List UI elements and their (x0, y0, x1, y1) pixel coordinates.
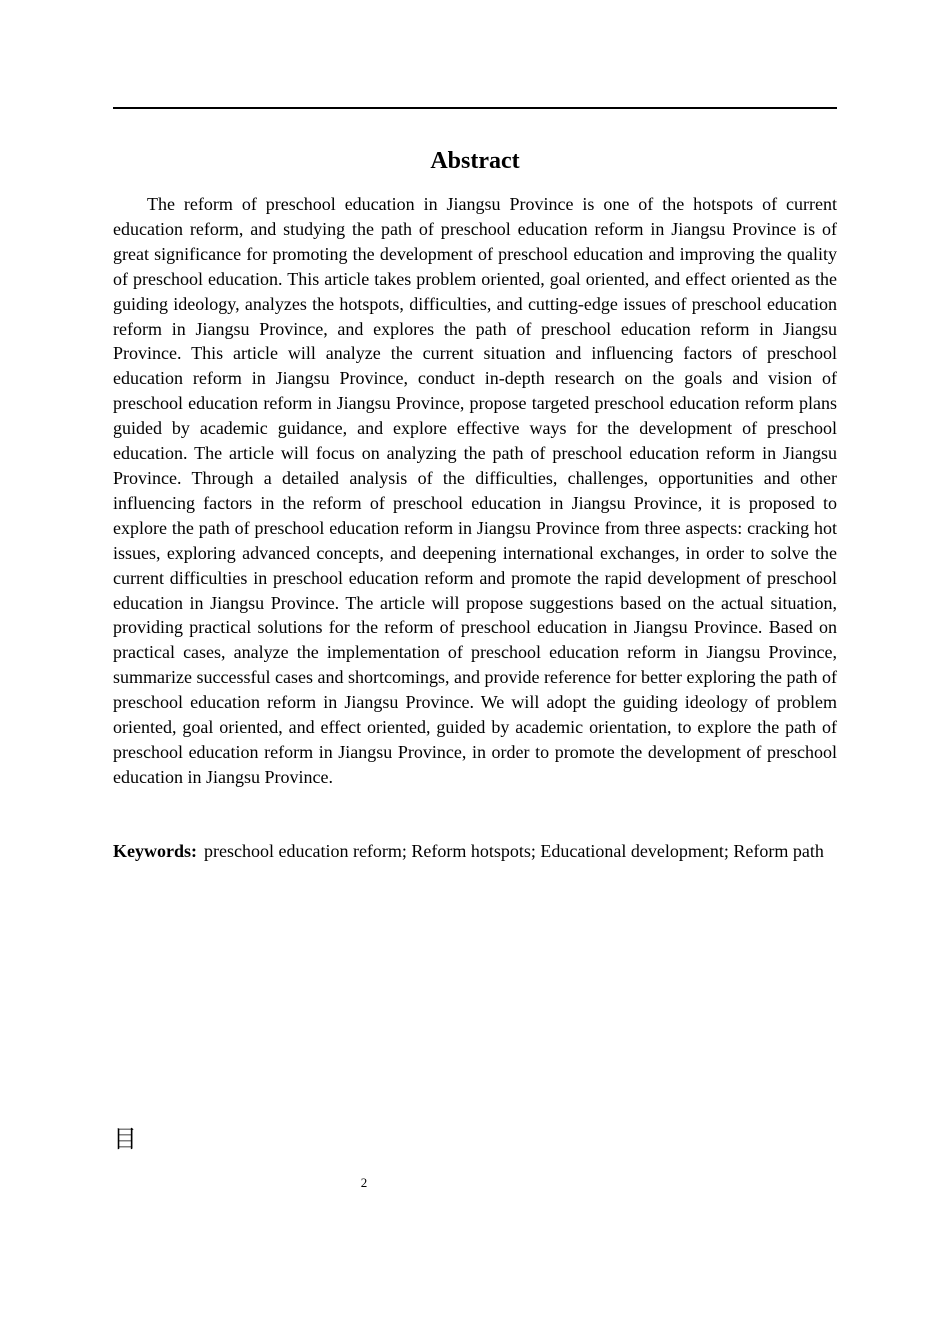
abstract-title: Abstract (430, 148, 520, 174)
page-number: 2 (360, 1175, 368, 1190)
header-rule (113, 107, 837, 109)
keywords-label: Keywords: (113, 841, 197, 861)
toc-heading-fragment: 目 (113, 1125, 137, 1153)
keywords-paragraph (113, 839, 837, 864)
abstract-body: The reform of preschool education in Jiangsu Province is one of the hotspots of current education reform, and studying the path of preschool education reform in Jiangsu Province is of great significance for promoting the development of preschool education and improving the quality of preschool education. This article takes problem oriented, goal oriented, and effect oriented as the guiding ideology, analyzes the hotspots, difficulties, and cutting-edge issues of preschool education reform in Jiangsu Province, and explores the path of preschool education reform in Jiangsu Province. This article will analyze the current situation and influencing factors of preschool education reform in Jiangsu Province, conduct in-depth research on the goals and vision of preschool education reform in Jiangsu Province, propose targeted preschool education reform plans guided by academic guidance, and explore effective ways for the development of preschool education. The article will focus on analyzing the path of preschool education reform in Jiangsu Province. Through a detailed analysis of the difficulties, challenges, opportunities and other influencing factors in the reform of preschool education in Jiangsu Province, it is proposed to explore the path of preschool education reform in Jiangsu Province from three aspects: cracking hot issues, exploring advanced concepts, and deepening international exchanges, in order to solve the current difficulties in preschool education reform and promote the rapid development of preschool education in Jiangsu Province. The article will propose suggestions based on the actual situation, providing practical solutions for the reform of preschool education in Jiangsu Province. Based on practical cases, analyze the implementation of preschool education reform in Jiangsu Province, summarize successful cases and shortcomings, and provide reference for better exploring the path of preschool education reform in Jiangsu Province. We will adopt the guiding ideology of problem oriented, goal oriented, and effect oriented, guided by academic orientation, to explore the path of preschool education reform in Jiangsu Province, in order to promote the development of preschool education in Jiangsu Province. (113, 194, 837, 787)
keywords-text: preschool education reform; Reform hotspots; Educational development; Reform path (204, 841, 824, 861)
